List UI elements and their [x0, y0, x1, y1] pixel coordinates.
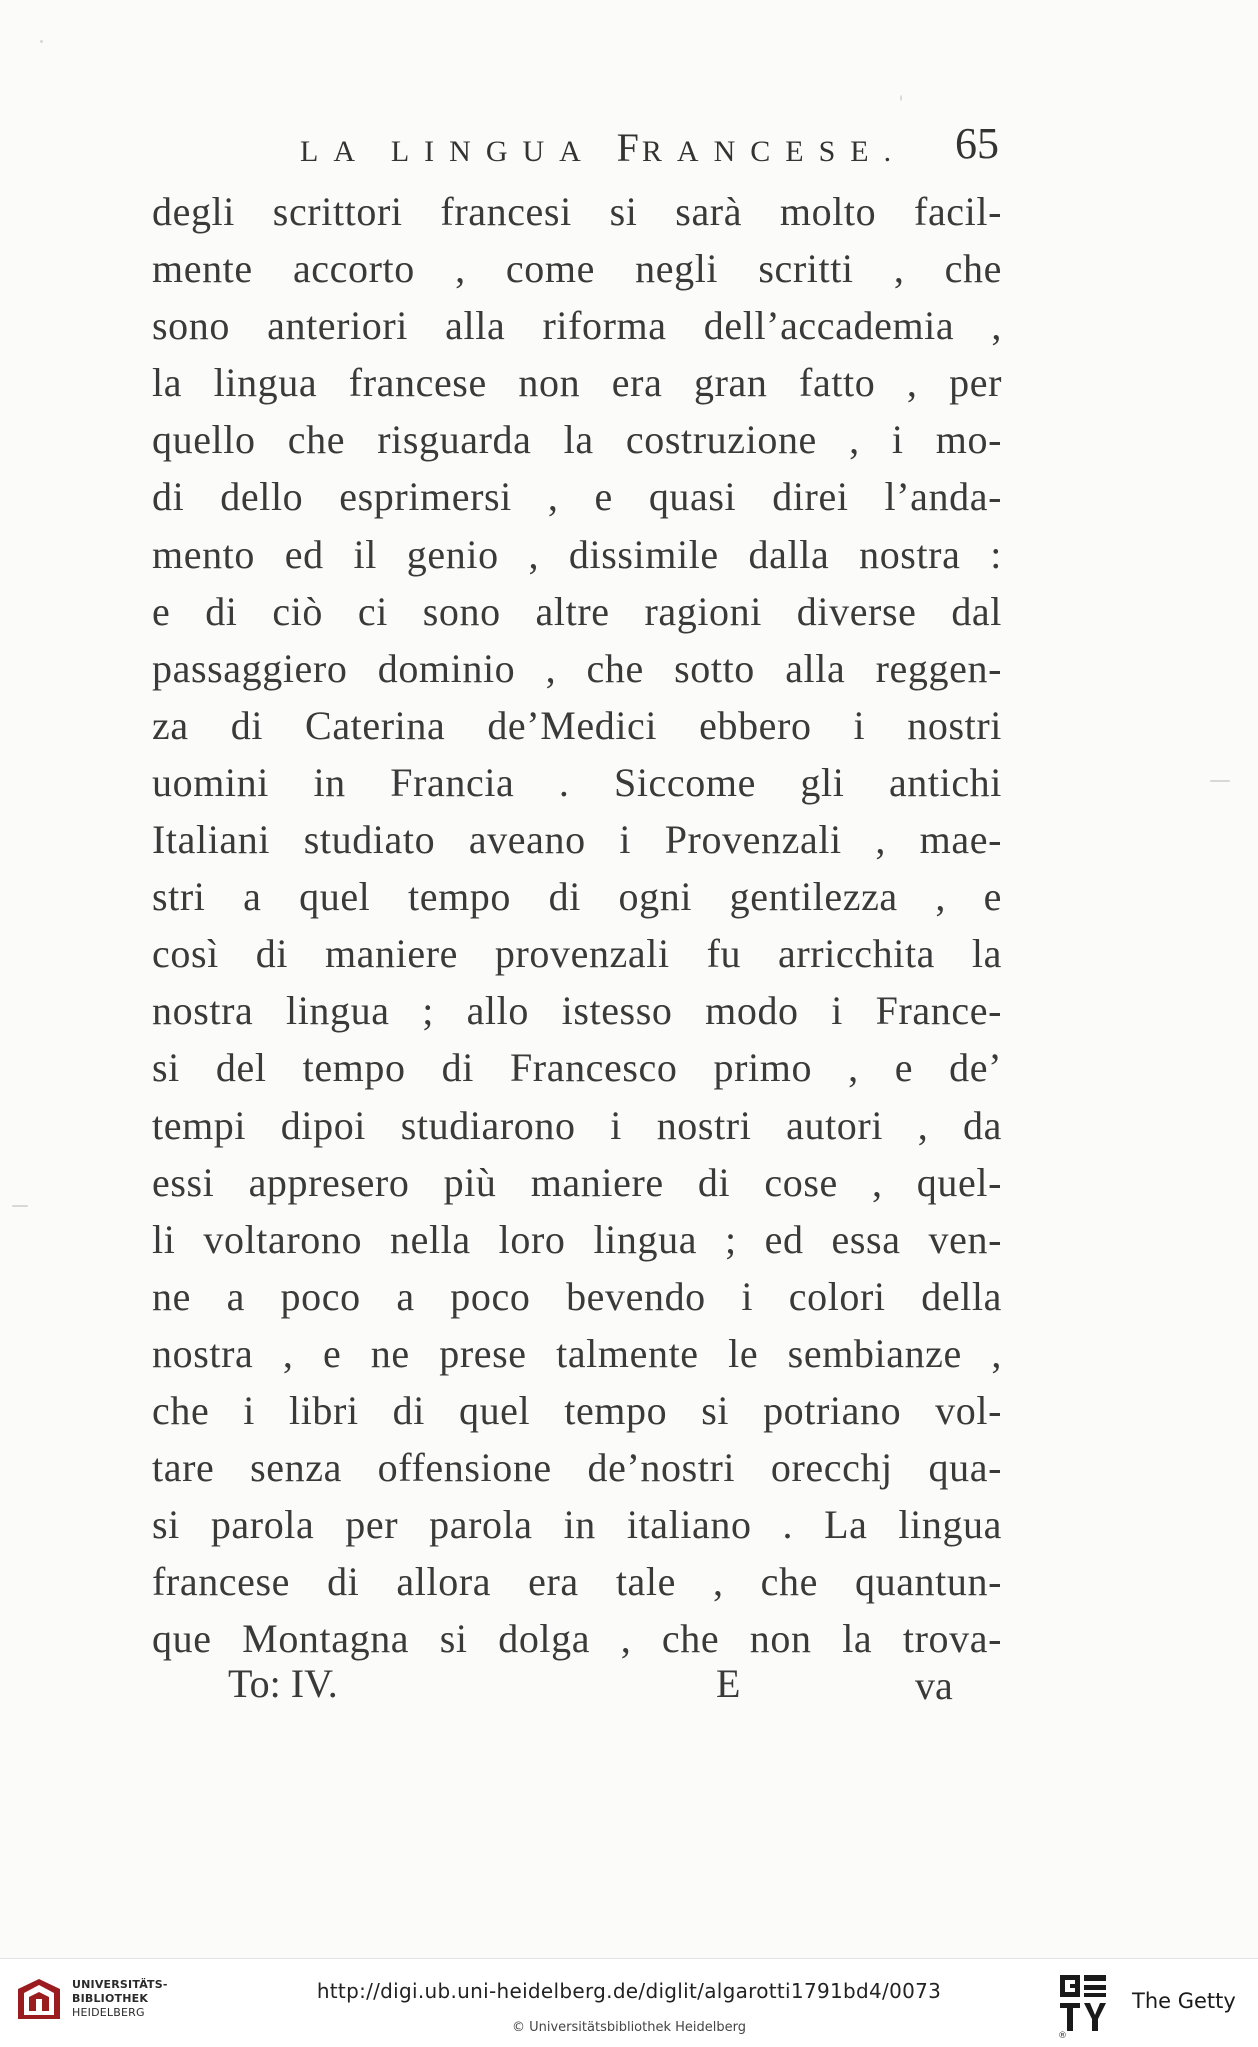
permalink-url[interactable]: http://digi.ub.uni-heidelberg.de/diglit/algarotti1791bd4/0073 [316, 1979, 942, 2003]
text-line: li voltarono nella loro lingua ; ed essa ven- [152, 1216, 1002, 1262]
catchword: va [915, 1663, 953, 1708]
running-head-prefix: LA LINGUA [300, 135, 617, 168]
running-head-title [300, 124, 906, 171]
getty-logo-icon [1058, 1973, 1110, 2033]
partner-name: The Getty [1132, 1989, 1236, 2013]
text-line: Italiani studiato aveano i Provenzali , mae- [152, 817, 1002, 863]
text-line: si del tempo di Francesco primo , e de’ [152, 1045, 1002, 1091]
signature-line [0, 1660, 1258, 1716]
library-name-line2: BIBLIOTHEK [72, 1992, 149, 2005]
text-line: tare senza offensione de’nostri orecchj qua- [152, 1445, 1002, 1491]
text-line: e di ciò ci sono altre ragioni diverse dal [152, 588, 1002, 634]
text-line: za di Caterina de’Medici ebbero i nostri [152, 702, 1002, 748]
library-name-line1: UNIVERSITÄTS- [72, 1978, 168, 1991]
text-line: nostra lingua ; allo istesso modo i France- [152, 988, 1002, 1034]
text-line: si parola per parola in italiano . La lingua [152, 1502, 1002, 1548]
text-line: stri a quel tempo di ogni gentilezza , e [152, 874, 1002, 920]
text-line: tempi dipoi studiarono i nostri autori , da [152, 1102, 1002, 1148]
paper-speck [12, 1205, 28, 1207]
paper-speck [40, 40, 43, 43]
text-line: ne a poco a poco bevendo i colori della [152, 1273, 1002, 1319]
body-text [152, 183, 1002, 1667]
running-head [0, 118, 1258, 178]
running-head-capital: F [616, 125, 642, 170]
text-line: quello che risguarda la costruzione , i mo- [152, 417, 1002, 463]
text-line: nostra , e ne prese talmente le sembianze , [152, 1330, 1002, 1376]
text-line: degli scrittori francesi si sarà molto facil- [152, 189, 1002, 234]
paper-speck [900, 95, 902, 101]
text-line: passaggiero dominio , che sotto alla reggen- [152, 645, 1002, 691]
text-line: così di maniere provenzali fu arricchita la [152, 931, 1002, 977]
text-line: di dello esprimersi , e quasi direi l’anda- [152, 474, 1002, 520]
paper-speck [1210, 780, 1230, 782]
copyright-notice: © Universitätsbibliothek Heidelberg [511, 2020, 746, 2035]
gathering-mark: E [716, 1661, 741, 1706]
text-line: que Montagna si dolga , che non la trova- [152, 1616, 1002, 1662]
text-line: che i libri di quel tempo si potriano vol- [152, 1387, 1002, 1433]
text-line: sono anteriori alla riforma dell’accademia , [152, 303, 1002, 349]
volume-signature: To: IV. [228, 1661, 338, 1706]
library-name-line3: HEIDELBERG [72, 2006, 145, 2019]
registered-mark: ® [1058, 2031, 1067, 2041]
text-line: uomini in Francia . Siccome gli antichi [152, 759, 1002, 805]
text-line: mente accorto , come negli scritti , che [152, 246, 1002, 292]
text-line: mento ed il genio , dissimile dalla nostra : [152, 531, 1002, 577]
footer-bar [0, 1958, 1258, 2047]
running-head-rest: RANCESE. [641, 135, 907, 168]
text-line: la lingua francese non era gran fatto , per [152, 360, 1002, 406]
page-number: 65 [955, 119, 999, 168]
text-line: francese di allora era tale , che quantun- [152, 1559, 1002, 1605]
text-line: essi appresero più maniere di cose , quel- [152, 1159, 1002, 1205]
